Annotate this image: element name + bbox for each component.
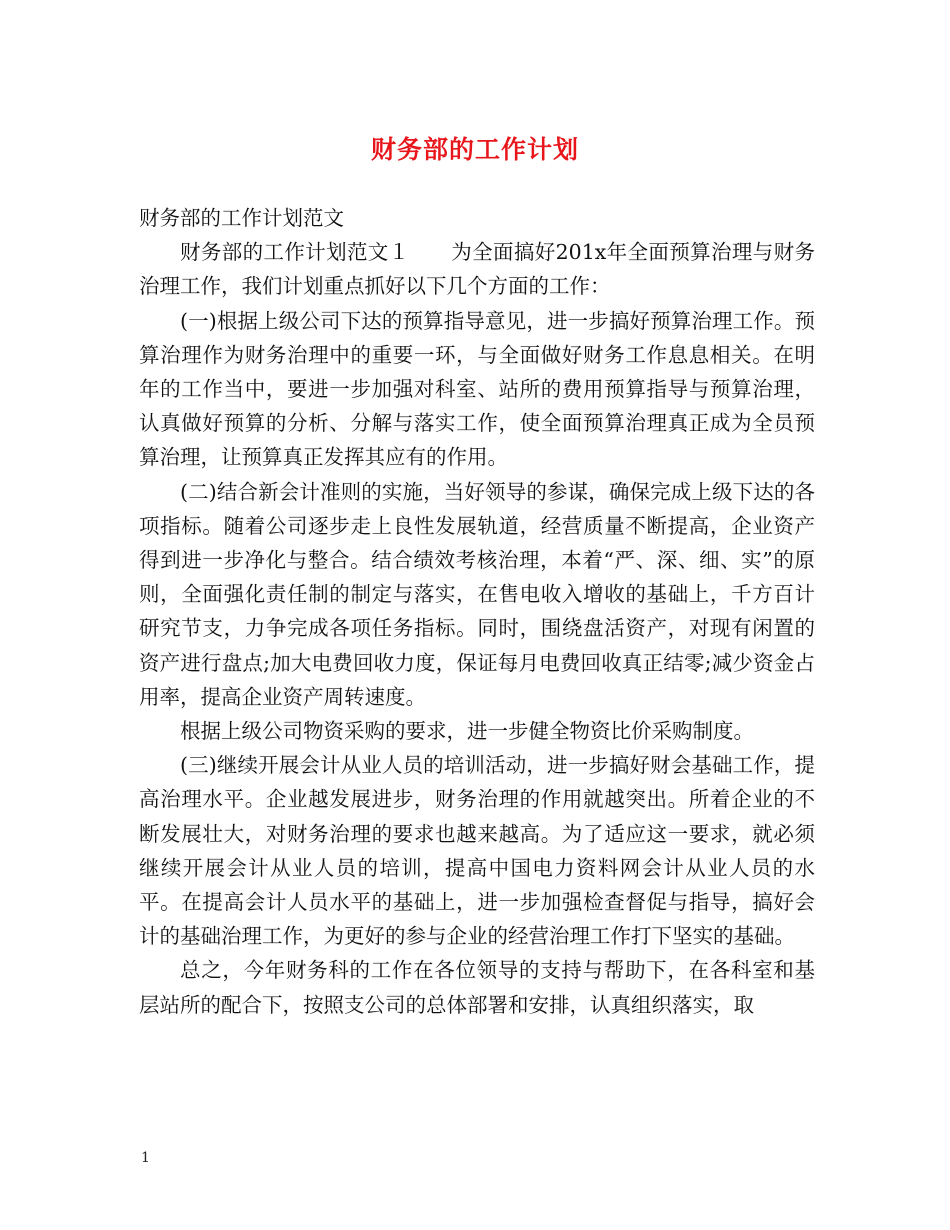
document-subtitle: 财务部的工作计划范文 — [139, 206, 344, 230]
paragraph-procurement: 根据上级公司物资采购的要求，进一步健全物资比价采购制度。 — [180, 719, 754, 744]
paragraph-section-1: (一)根据上级公司下达的预算指导意见，进一步搞好预算治理工作。预算治理作为财务治理中的重要一环，与全面做好财务工作息息相关。在明年的工作当中，要进一步加强对科室、站所的费用预算指导与预算治理，认真做好预算的分析、分解与落实工作，使全面预算治理真正成为全员预算治理，让预算真正发挥其应有的作用。 — [139, 308, 815, 470]
paragraph-intro: 财务部的工作计划范文１ 为全面搞好201x年全面预算治理与财务治理工作，我们计划重点抓好以下几个方面的工作： — [139, 240, 815, 299]
page-number: 1 — [141, 1150, 150, 1166]
paragraph-section-3: (三)继续开展会计从业人员的培训活动，进一步搞好财会基础工作，提高治理水平。企业越发展进步，财务治理的作用就越突出。所着企业的不断发展壮大，对财务治理的要求也越来越高。为了适应这一要求，就必须继续开展会计从业人员的培训，提高中国电力资料网会计从业人员的水平。在提高会计人员水平的基础上，进一步加强检查督促与指导，搞好会计的基础治理工作，为更好的参与企业的经营治理工作打下坚实的基础。 — [139, 753, 815, 949]
paragraph-section-2: (二)结合新会计准则的实施，当好领导的参谋，确保完成上级下达的各项指标。随着公司逐步走上良性发展轨道，经营质量不断提高，企业资产得到进一步净化与整合。结合绩效考核治理，本着“严、深、细、实”的原则，全面强化责任制的制定与落实，在售电收入增收的基础上，千方百计研究节支，力争完成各项任务指标。同时，围绕盘活资产，对现有闲置的资产进行盘点;加大电费回收力度，保证每月电费回收真正结零;减少资金占用率，提高企业资产周转速度。 — [139, 479, 815, 709]
paragraph-summary: 总之，今年财务科的工作在各位领导的支持与帮助下，在各科室和基层站所的配合下，按照支公司的总体部署和安排，认真组织落实，取 — [139, 958, 815, 1017]
page-title: 财务部的工作计划 — [370, 135, 579, 164]
document-body — [139, 201, 815, 1022]
